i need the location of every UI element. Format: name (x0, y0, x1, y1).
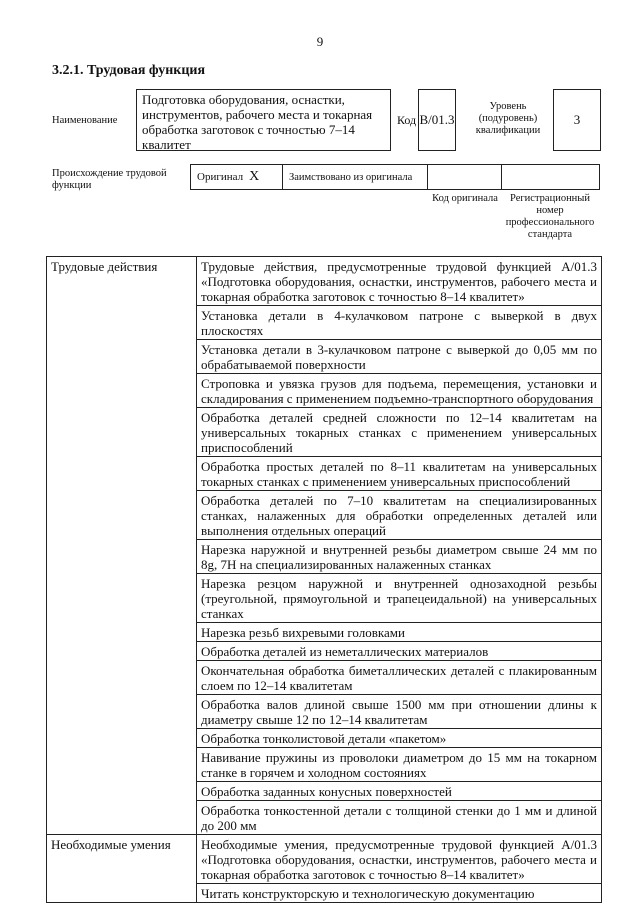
section-item: Нарезка наружной и внутренней резьбы диаметром свыше 24 мм по 8g, 7H на специализированных налаженных станках (197, 540, 602, 574)
name-label: Наименование (52, 115, 118, 126)
section-title: 3.2.1. Трудовая функция (52, 63, 206, 78)
qualification-level-label: Уровень (подуровень) квалификации (475, 101, 541, 136)
section-item: Читать конструкторскую и технологическую документацию (197, 884, 602, 903)
section-item: Необходимые умения, предусмотренные трудовой функцией А/01.3 «Подготовка оборудования, оснастки, инструментов, рабочего места и токарная обработка заготовок с точностью 8–14 квалитет» (197, 835, 602, 884)
section-item: Установка детали в 4-кулачковом патроне с выверкой в двух плоскостях (197, 306, 602, 340)
section-item: Строповка и увязка грузов для подъема, перемещения, установки и складирования с применением подъемно-транспортного оборудования (197, 374, 602, 408)
section-item: Обработка простых деталей по 8–11 квалитетам на универсальных токарных станках с применением универсальных приспособлений (197, 457, 602, 491)
section-item: Навивание пружины из проволоки диаметром до 15 мм на токарном станке в горячем и холодном состояниях (197, 748, 602, 782)
section-item: Обработка деталей средней сложности по 12–14 квалитетам на универсальных токарных станках с применением универсальных приспособлений (197, 408, 602, 457)
table-row (47, 835, 602, 884)
section-item: Нарезка резцом наружной и внутренней однозаходной резьбы (треугольной, прямоугольной и трапецеидальной) на универсальных станках (197, 574, 602, 623)
section-label: Необходимые умения (47, 835, 197, 903)
section-item: Обработка заданных конусных поверхностей (197, 782, 602, 801)
section-item: Трудовые действия, предусмотренные трудовой функцией А/01.3 «Подготовка оборудования, оснастки, инструментов, рабочего места и токарная обработка заготовок с точностью 8–14 квалитет» (197, 257, 602, 306)
reg-number-label: Регистрационный номер профессионального стандарта (505, 193, 595, 240)
code-original-cell (427, 164, 502, 190)
function-table (46, 256, 602, 903)
borrowed-cell: Заимствовано из оригинала (282, 164, 428, 190)
page-number: 9 (316, 34, 324, 49)
section-label: Трудовые действия (47, 257, 197, 835)
section-item: Обработка деталей по 7–10 квалитетам на специализированных станках, налаженных для обработки определенных деталей или выполнения отдельных операций (197, 491, 602, 540)
original-cell (190, 164, 283, 190)
original-label: Оригинал (197, 171, 244, 183)
code-label: Код (397, 113, 417, 127)
original-mark: X (249, 169, 260, 184)
section-item: Окончательная обработка биметаллических деталей с плакированным слоем по 12–14 квалитетам (197, 661, 602, 695)
section-item: Обработка деталей из неметаллических материалов (197, 642, 602, 661)
origin-row (190, 164, 601, 190)
section-item: Обработка тонколистовой детали «пакетом» (197, 729, 602, 748)
qualification-level-value: 3 (553, 89, 601, 151)
origin-label: Происхождение трудовой функции (52, 168, 167, 191)
reg-number-cell (501, 164, 600, 190)
section-item: Установка детали в 3-кулачковом патроне с выверкой до 0,05 мм по обрабатываемой поверхности (197, 340, 602, 374)
section-item: Обработка валов длиной свыше 1500 мм при отношении длины к диаметру свыше 12 по 12–14 квалитетам (197, 695, 602, 729)
section-item: Нарезка резьб вихревыми головками (197, 623, 602, 642)
function-name: Подготовка оборудования, оснастки, инструментов, рабочего места и токарная обработка заготовок с точностью 7–14 квалитет (136, 89, 391, 151)
table-row (47, 257, 602, 306)
code-original-label: Код оригинала (432, 193, 498, 204)
function-code: B/01.3 (418, 89, 456, 151)
section-item: Обработка тонкостенной детали с толщиной стенки до 1 мм и длиной до 200 мм (197, 801, 602, 835)
